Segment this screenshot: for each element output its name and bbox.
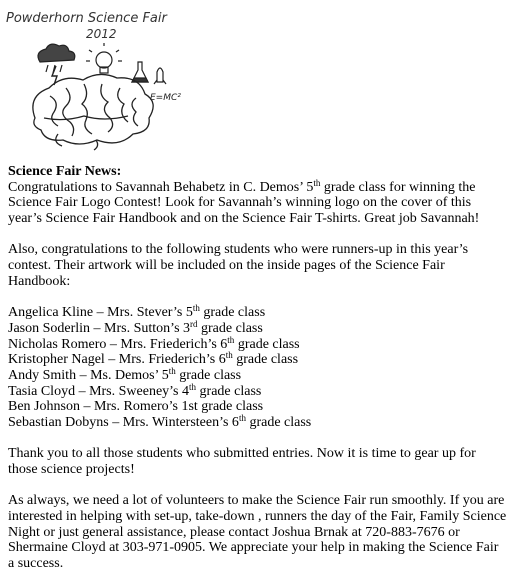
thanks-paragraph bbox=[8, 446, 508, 477]
runner-name: Sebastian Dobyns – Mrs. Wintersteen’s 6 bbox=[8, 415, 239, 431]
intro-line-3: year’s Science Fair Handbook and on the Science Fair T-shirts. Great job Savannah! bbox=[8, 211, 480, 227]
intro-line-1a: Congratulations to Savannah Behabetz in C. Demos’ 5 bbox=[8, 179, 314, 195]
runner-class: grade class bbox=[197, 320, 263, 336]
news-heading: Science Fair News: bbox=[8, 164, 122, 179]
list-item bbox=[8, 318, 508, 337]
runner-ordinal: th bbox=[227, 334, 235, 345]
runner-ordinal: th bbox=[238, 413, 246, 424]
list-item bbox=[8, 399, 508, 415]
list-item bbox=[8, 415, 508, 431]
runners-intro-line-2: contest. Their artwork will be included on the inside pages of the Science Fair bbox=[8, 258, 445, 274]
runner-name: Andy Smith – Ms. Demos’ 5 bbox=[8, 367, 169, 383]
list-item bbox=[8, 365, 508, 384]
intro-line-2: Science Fair Logo Contest! Look for Savannah’s winning logo on the cover of this bbox=[8, 195, 472, 211]
thanks-line-2: those science projects! bbox=[8, 462, 135, 478]
intro-ordinal: th bbox=[313, 177, 321, 188]
runner-class: grade class bbox=[196, 383, 262, 399]
runner-class: grade class bbox=[199, 305, 266, 321]
list-item bbox=[8, 352, 508, 368]
logo-drawing bbox=[0, 0, 200, 158]
runners-intro-line-1: Also, congratulations to the following students who were runners-up in this year’s bbox=[8, 242, 469, 258]
rocket-icon bbox=[154, 68, 166, 84]
intro-line-1b: grade class for winning the bbox=[320, 179, 476, 195]
runner-name: Angelica Kline – Mrs. Stever’s 5 bbox=[8, 305, 193, 321]
flask-icon bbox=[132, 62, 148, 82]
runner-name: Jason Soderlin – Mrs. Sutton’s 3 bbox=[8, 320, 191, 336]
list-item bbox=[8, 305, 508, 321]
volunteers-line-2: interested in helping with set-up, take-down , runners the day of the Fair, Family Science bbox=[8, 509, 507, 525]
volunteers-line-3: Night or just general assistance, please contact Joshua Brnak at 720-883-7676 or bbox=[8, 524, 460, 540]
list-item bbox=[8, 381, 508, 400]
brain-icon bbox=[33, 74, 153, 150]
runner-ordinal: th bbox=[192, 303, 200, 314]
logo-title: Powderhorn Science Fair bbox=[6, 11, 167, 26]
runner-class: grade class bbox=[234, 336, 300, 352]
volunteers-paragraph bbox=[8, 493, 508, 572]
runner-class: grade class bbox=[245, 415, 312, 431]
runner-ordinal: th bbox=[189, 381, 197, 392]
runner-name: Nicholas Romero – Mrs. Friederich’s 6 bbox=[8, 336, 228, 352]
runner-ordinal: th bbox=[225, 350, 233, 361]
runner-name: Tasia Cloyd – Mrs. Sweeney’s 4 bbox=[8, 383, 190, 399]
logo-formula: E=MC² bbox=[150, 93, 181, 103]
intro-paragraph bbox=[8, 177, 508, 227]
runner-class: grade class bbox=[232, 352, 299, 368]
logo-year: 2012 bbox=[86, 27, 117, 41]
runner-name: Kristopher Nagel – Mrs. Friederich’s 6 bbox=[8, 352, 226, 368]
list-item bbox=[8, 334, 508, 353]
runner-ordinal: th bbox=[168, 365, 176, 376]
runners-intro-line-3: Handbook: bbox=[8, 273, 71, 289]
runners-intro-paragraph bbox=[8, 242, 508, 289]
science-fair-news bbox=[8, 164, 508, 572]
volunteers-line-1: As always, we need a lot of volunteers to make the Science Fair run smoothly. If you are bbox=[8, 493, 505, 509]
runner-ordinal: rd bbox=[190, 318, 198, 329]
volunteers-line-5: a success. bbox=[8, 556, 64, 572]
runners-up-list bbox=[8, 305, 508, 431]
light-bulb-icon bbox=[86, 43, 122, 73]
runner-class: grade class bbox=[175, 367, 242, 383]
thanks-line-1: Thank you to all those students who submitted entries. Now it is time to gear up for bbox=[8, 446, 476, 462]
volunteers-line-4: Shermaine Cloyd at 303-971-0905. We appreciate your help in making the Science Fair bbox=[8, 540, 499, 556]
science-fair-logo bbox=[0, 0, 200, 158]
runner-name: Ben Johnson – Mrs. Romero’s 1st grade class bbox=[8, 399, 264, 415]
